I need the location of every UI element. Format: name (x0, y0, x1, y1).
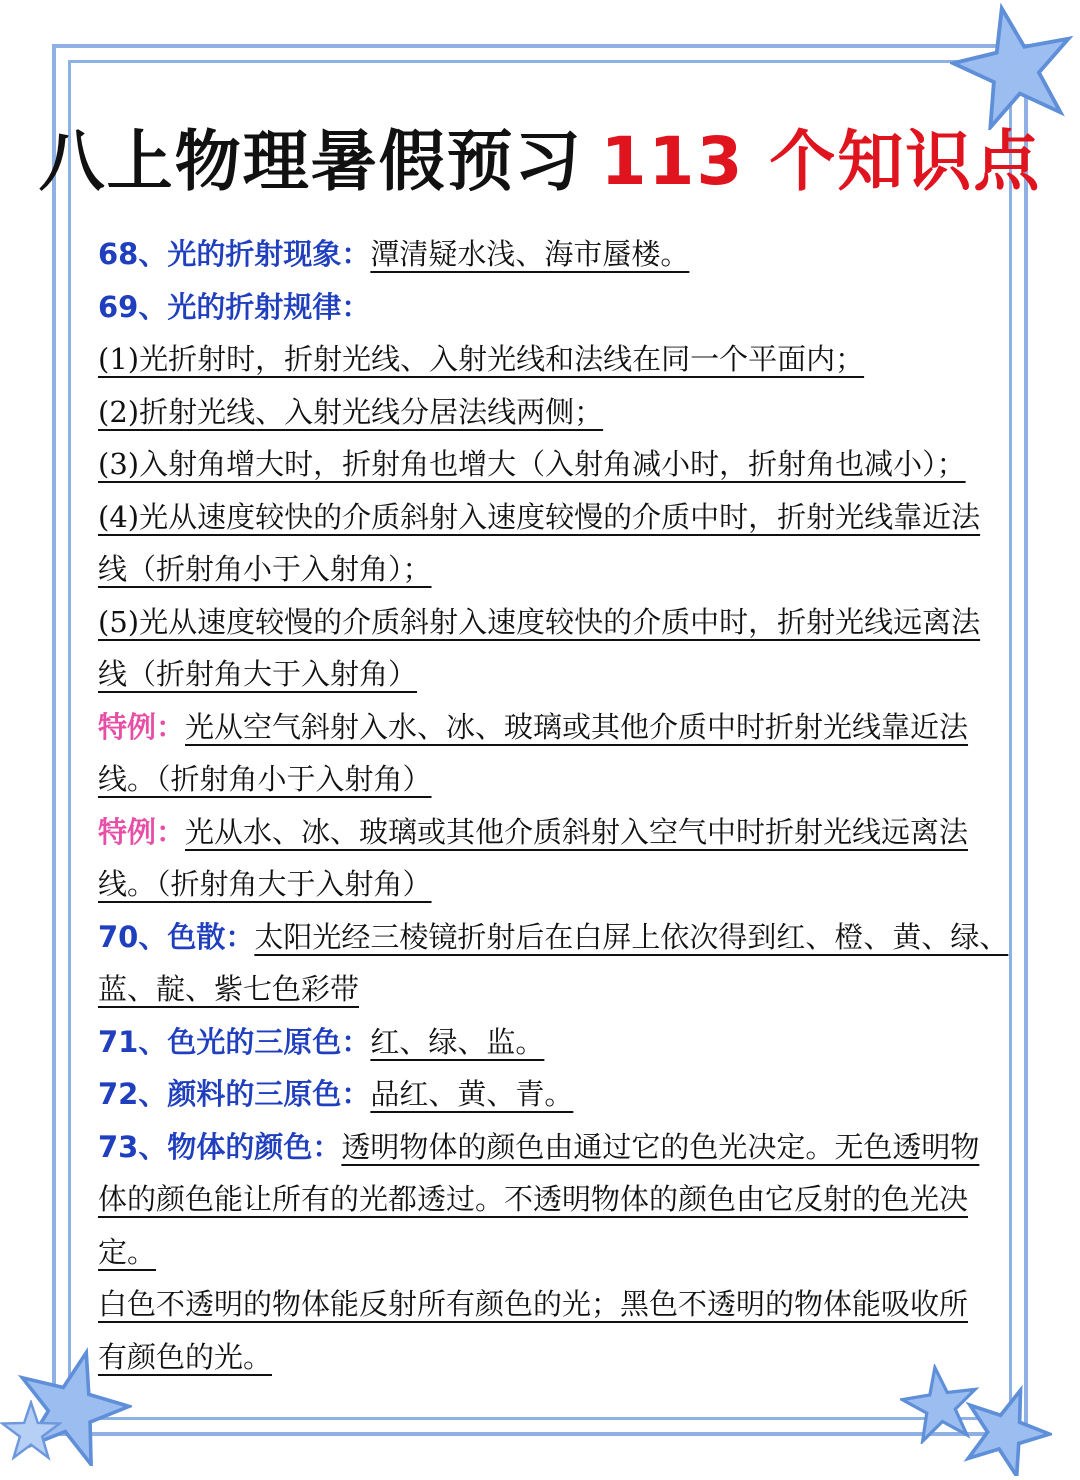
special-case-2 (98, 806, 994, 859)
item-text: 透明物体的颜色由通过它的色光决定。无色透明物 (341, 1129, 980, 1164)
item-71 (98, 1016, 994, 1069)
rule-line: 线（折射角大于入射角） (98, 657, 418, 691)
rule-line: (5)光从速度较慢的介质斜射入速度较快的介质中时，折射光线远离法 (98, 604, 981, 639)
rule-line: (1)光折射时，折射光线、入射光线和法线在同一个平面内； (98, 342, 865, 376)
item-text: 品红、黄、青。 (370, 1077, 574, 1111)
item-72 (98, 1068, 994, 1121)
star-icon (960, 1384, 1052, 1476)
item-text: 潭清疑水浅、海市蜃楼。 (370, 237, 690, 271)
special-case-2-cont: 线。（折射角大于入射角） (98, 867, 432, 901)
special-label: 特例： (98, 709, 186, 744)
item-69 (98, 281, 994, 334)
item-73-cont: 定。 (98, 1234, 157, 1269)
page-title (0, 108, 1080, 203)
rule-line: (2)折射光线、入射光线分居法线两侧； (98, 394, 604, 429)
item-70 (98, 911, 1009, 964)
item-heading: 72、颜料的三原色： (98, 1077, 371, 1111)
rule-line: 线（折射角小于入射角）； (98, 552, 432, 586)
star-icon (0, 1400, 62, 1462)
special-case-1-cont: 线。（折射角小于入射角） (98, 762, 432, 796)
special-text: 光从水、冰、玻璃或其他介质斜射入空气中时折射光线远离法 (185, 814, 969, 849)
special-text: 光从空气斜射入水、冰、玻璃或其他介质中时折射光线靠近法 (185, 709, 969, 744)
special-case-1 (98, 701, 994, 754)
item-text: 红、绿、监。 (370, 1024, 545, 1059)
special-label: 特例： (98, 814, 186, 849)
item-68 (98, 228, 994, 281)
item-73-cont: 体的颜色能让所有的光都透过。不透明物体的颜色由它反射的色光决 (98, 1182, 969, 1216)
item-73-cont: 有颜色的光。 (98, 1339, 273, 1374)
rule-line: (3)入射角增大时，折射角也增大（入射角减小时，折射角也减小）； (98, 447, 966, 481)
title-highlight: 113 个知识点 (600, 123, 1042, 200)
item-text: 太阳光经三棱镜折射后在白屏上依次得到红、橙、黄、绿、 (254, 919, 1009, 954)
item-heading: 70、色散： (98, 919, 255, 954)
item-heading: 73、物体的颜色： (98, 1129, 342, 1164)
title-main: 八上物理暑假预习 (38, 123, 583, 200)
item-73 (98, 1121, 994, 1174)
rule-line: (4)光从速度较快的介质斜射入速度较慢的介质中时，折射光线靠近法 (98, 499, 981, 534)
item-heading: 71、色光的三原色： (98, 1024, 371, 1059)
item-heading: 68、光的折射现象： (98, 237, 371, 271)
item-heading: 69、光的折射规律： (98, 289, 371, 324)
item-73-cont: 白色不透明的物体能反射所有颜色的光；黑色不透明的物体能吸收所 (98, 1287, 969, 1321)
knowledge-list (98, 228, 1009, 1383)
item-70-cont: 蓝、靛、紫七色彩带 (98, 972, 360, 1006)
